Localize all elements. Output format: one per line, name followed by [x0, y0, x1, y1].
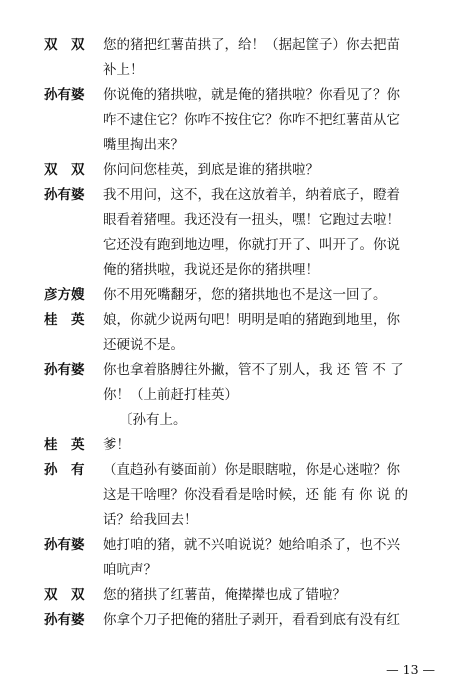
dialogue-text: 我不用问，这不，我在这放着羊，纳着底子，瞪着 [103, 187, 400, 203]
dialogue-line [0, 183, 463, 208]
dialogue-text: 这是干啥哩？你没看看是啥时候，还 能 有 你 说 的 [103, 487, 408, 503]
speaker-name: 孙有婆 [44, 612, 85, 628]
dialogue-line [0, 333, 463, 358]
dialogue-line [0, 33, 463, 58]
dialogue-line [0, 608, 463, 633]
stage-direction: 〔孙有上。 [119, 412, 187, 428]
speaker-name: 孙有婆 [44, 187, 85, 203]
dialogue-text: 你！（上前赶打桂英） [103, 387, 238, 403]
dialogue-text: 话？给我回去！ [103, 512, 198, 528]
speaker-name: 孙有婆 [44, 362, 85, 378]
speaker-name: 双 双 [44, 37, 85, 53]
dialogue-text: 你说俺的猪拱啦，就是俺的猪拱啦？你看见了？你 [103, 87, 400, 103]
speaker-name: 孙 有 [44, 462, 85, 478]
dialogue-line [0, 158, 463, 183]
speaker-name: 桂 英 [44, 437, 85, 453]
dialogue-line [0, 383, 463, 408]
dialogue-line [0, 308, 463, 333]
dialogue-line [0, 283, 463, 308]
dialogue-line [0, 533, 463, 558]
dialogue-line [0, 458, 463, 483]
script-body [0, 33, 463, 633]
dialogue-line [0, 108, 463, 133]
speaker-name: 双 双 [44, 162, 85, 178]
dialogue-text: 嘴里掏出来？ [103, 137, 184, 153]
dialogue-line [0, 83, 463, 108]
dialogue-text: 你不用死嘴翻牙，您的猪拱地也不是这一回了。 [103, 287, 387, 303]
dialogue-text: 眼看着猪哩。我还没有一扭头，嘿！它跑过去啦！ [103, 212, 400, 228]
dialogue-line [0, 133, 463, 158]
dialogue-line [0, 358, 463, 383]
dialogue-text: 您的猪把红薯苗拱了，给！（据起筐子）你去把苗 [103, 37, 400, 53]
dialogue-text: 爹！ [103, 437, 130, 453]
dialogue-line [0, 408, 463, 433]
dialogue-text: 俺的猪拱啦，我说还是你的猪拱哩！ [103, 262, 319, 278]
dialogue-text: 补上！ [103, 62, 144, 78]
speaker-name: 孙有婆 [44, 537, 85, 553]
dialogue-line [0, 558, 463, 583]
dialogue-line [0, 433, 463, 458]
page-number: — 13 — [386, 662, 435, 677]
dialogue-text: 你拿个刀子把俺的猪肚子剥开，看看到底有没有红 [103, 612, 400, 628]
dialogue-text: 咋不逮住它？你咋不按住它？你咋不把红薯苗从它 [103, 112, 400, 128]
dialogue-line [0, 483, 463, 508]
dialogue-text: 咱吭声？ [103, 562, 157, 578]
speaker-name: 双 双 [44, 587, 85, 603]
dialogue-text: 你问问您桂英，到底是谁的猪拱啦？ [103, 162, 319, 178]
speaker-name: 孙有婆 [44, 87, 85, 103]
dialogue-text: （直趋孙有婆面前）你是眼瞎啦，你是心迷啦？你 [103, 462, 400, 478]
dialogue-line [0, 233, 463, 258]
dialogue-line [0, 583, 463, 608]
dialogue-text: 还硬说不是。 [103, 337, 184, 353]
dialogue-text: 您的猪拱了红薯苗，俺撵撵也成了错啦？ [103, 587, 346, 603]
dialogue-text: 它还没有跑到地边哩，你就打开了、叫开了。你说 [103, 237, 400, 253]
dialogue-text: 你也拿着胳膊往外撇，管不了别人，我 还 管 不 了 [103, 362, 404, 378]
speaker-name: 彦方嫂 [44, 287, 85, 303]
dialogue-line [0, 58, 463, 83]
dialogue-text: 她打咱的猪，就不兴咱说说？她给咱杀了，也不兴 [103, 537, 400, 553]
dialogue-line [0, 258, 463, 283]
dialogue-text: 娘，你就少说两句吧！明明是咱的猪跑到地里，你 [103, 312, 400, 328]
dialogue-line [0, 208, 463, 233]
dialogue-line [0, 508, 463, 533]
speaker-name: 桂 英 [44, 312, 85, 328]
